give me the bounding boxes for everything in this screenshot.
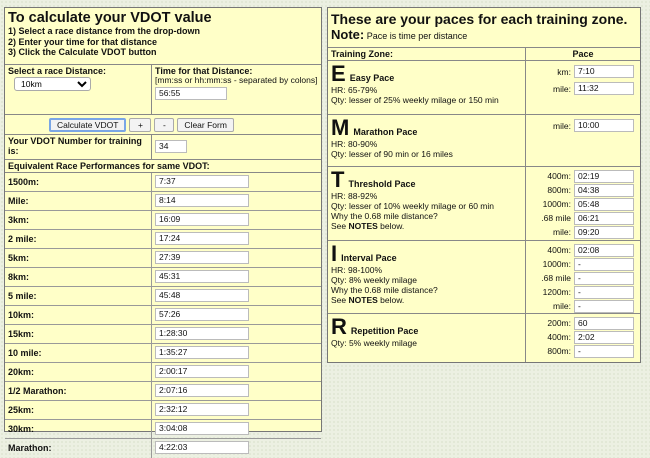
pace-value[interactable]: 7:10 [574, 65, 634, 78]
zone-detail: HR: 88-92% [331, 191, 378, 201]
zone-letter: I [331, 241, 338, 266]
pace-label: .68 mile [541, 273, 571, 283]
calculator-header [5, 8, 321, 65]
pace-value[interactable]: 05:48 [574, 198, 634, 211]
zone-name: Repetition Pace [350, 326, 419, 336]
zone-detail: Qty: lesser of 90 min or 16 miles [331, 149, 453, 159]
zone-name: Interval Pace [341, 253, 397, 263]
pace-value[interactable]: 11:32 [574, 82, 634, 95]
pace-value[interactable]: 06:21 [574, 212, 634, 225]
performance-row [5, 401, 321, 420]
performance-row [5, 382, 321, 401]
zone-letter: R [331, 314, 347, 339]
vdot-calculator-panel [4, 7, 322, 453]
performance-label: 20km: [5, 363, 152, 381]
performance-time[interactable]: 17:24 [155, 232, 249, 245]
race-distance-label: Select a race Distance: [8, 66, 107, 76]
zone-detail: Why the 0.68 mile distance? [331, 285, 438, 295]
pace-value[interactable]: 04:38 [574, 184, 634, 197]
performance-time[interactable]: 1:35:27 [155, 346, 249, 359]
pace-label: 1000m: [542, 259, 571, 269]
training-zone-column-header: Training Zone: [328, 48, 526, 60]
performance-label: 2 mile: [5, 230, 152, 248]
performance-label: 5km: [5, 249, 152, 267]
calculator-title: To calculate your VDOT value [8, 10, 212, 26]
training-paces-panel [327, 7, 641, 363]
calculate-vdot-button[interactable]: Calculate VDOT [49, 118, 126, 132]
zone-detail: Qty: lesser of 10% weekly milage or 60 min [331, 201, 494, 211]
performance-label: 1500m: [5, 173, 152, 191]
race-distance-select[interactable] [14, 77, 91, 91]
zone-letter: M [331, 115, 350, 140]
performance-row [5, 268, 321, 287]
performance-label: 10km: [5, 306, 152, 324]
pace-label: 400m: [547, 171, 571, 181]
zone-easy [328, 61, 640, 115]
performance-row [5, 439, 321, 458]
zone-marathon [328, 115, 640, 167]
performance-time[interactable]: 2:00:17 [155, 365, 249, 378]
pace-value[interactable]: 02:19 [574, 170, 634, 183]
pace-label: 400m: [547, 332, 571, 342]
vdot-number-input[interactable]: 34 [155, 140, 187, 153]
performance-row [5, 192, 321, 211]
zone-name: Marathon Pace [353, 127, 418, 137]
performance-time[interactable]: 1:28:30 [155, 327, 249, 340]
performance-label: Mile: [5, 192, 152, 210]
performance-row [5, 420, 321, 439]
pace-value[interactable]: - [574, 286, 634, 299]
zone-name: Threshold Pace [348, 179, 416, 189]
performance-time[interactable]: 45:31 [155, 270, 249, 283]
zone-detail: HR: 65-79% [331, 85, 378, 95]
pace-value[interactable]: 60 [574, 317, 634, 330]
pace-label: .68 mile [541, 213, 571, 223]
pace-value[interactable]: - [574, 258, 634, 271]
vdot-number-label: Your VDOT Number for training is: [5, 135, 152, 159]
race-time-label: Time for that Distance: [155, 66, 253, 76]
pace-label: 200m: [547, 318, 571, 328]
vdot-plus-button[interactable]: + [129, 118, 151, 132]
performance-time[interactable]: 7:37 [155, 175, 249, 188]
performance-row [5, 211, 321, 230]
zone-detail: Why the 0.68 mile distance? [331, 211, 438, 221]
zone-threshold [328, 167, 640, 241]
performance-label: Marathon: [5, 439, 152, 458]
pace-value[interactable]: 02:08 [574, 244, 634, 257]
pace-label: 1000m: [542, 199, 571, 209]
performance-row [5, 287, 321, 306]
race-time-hint: [mm:ss or hh:mm:ss - separated by colons] [155, 75, 318, 85]
notes-link: NOTES [348, 295, 378, 305]
pace-label: km: [557, 66, 571, 77]
performance-label: 25km: [5, 401, 152, 419]
performance-label: 30km: [5, 420, 152, 438]
clear-form-button[interactable]: Clear Form [177, 118, 234, 132]
pace-value[interactable]: - [574, 272, 634, 285]
pace-label: 1200m: [542, 287, 571, 297]
performance-time[interactable]: 8:14 [155, 194, 249, 207]
see-text: See [331, 221, 347, 231]
performance-label: 10 mile: [5, 344, 152, 362]
vdot-minus-button[interactable]: - [154, 118, 174, 132]
performance-row [5, 325, 321, 344]
performance-row [5, 344, 321, 363]
pace-column-header: Pace [572, 49, 594, 59]
performance-time[interactable]: 2:07:16 [155, 384, 249, 397]
pace-value[interactable]: - [574, 345, 634, 358]
instruction-step-3: 3) Click the Calculate VDOT button [8, 47, 157, 57]
performance-label: 5 mile: [5, 287, 152, 305]
performance-row [5, 306, 321, 325]
performance-label: 15km: [5, 325, 152, 343]
zone-detail: Qty: lesser of 25% weekly milage or 150 min [331, 95, 499, 105]
paces-header [328, 8, 640, 48]
instruction-step-2: 2) Enter your time for that distance [8, 36, 158, 47]
performance-row [5, 230, 321, 249]
performance-time[interactable]: 45:48 [155, 289, 249, 302]
pace-label: mile: [553, 83, 571, 94]
zone-letter: T [331, 167, 345, 192]
note-label: Note: [331, 27, 365, 42]
zone-repetition [328, 314, 640, 362]
equivalent-performances-header: Equivalent Race Performances for same VDOT: [5, 160, 321, 173]
performance-time[interactable]: 57:26 [155, 308, 249, 321]
performance-time[interactable]: 2:32:12 [155, 403, 249, 416]
below-text: below. [380, 221, 405, 231]
pace-value[interactable]: 2:02 [574, 331, 634, 344]
pace-label: 800m: [547, 185, 571, 195]
performance-label: 8km: [5, 268, 152, 286]
performance-time[interactable]: 16:09 [155, 213, 249, 226]
zone-detail: HR: 80-90% [331, 139, 378, 149]
note-text: Pace is time per distance [366, 31, 468, 41]
performance-label: 3km: [5, 211, 152, 229]
race-time-input[interactable]: 56:55 [155, 87, 227, 100]
calculator-buttons [5, 115, 321, 135]
see-text: See [331, 295, 347, 305]
pace-label: 400m: [547, 245, 571, 255]
pace-label: mile: [553, 120, 571, 131]
performance-time[interactable]: 4:22:03 [155, 441, 249, 454]
performance-label: 1/2 Marathon: [5, 382, 152, 400]
zone-detail: HR: 98-100% [331, 265, 383, 275]
pace-label: mile: [553, 227, 571, 237]
instruction-step-1: 1) Select a race distance from the drop-down [8, 26, 201, 36]
performance-row [5, 363, 321, 382]
zone-detail: Qty: 8% weekly milage [331, 275, 417, 285]
zone-detail: Qty: 5% weekly milage [331, 338, 417, 348]
paces-title: These are your paces for each training zone. [331, 11, 628, 27]
pace-label: mile: [553, 301, 571, 311]
equivalent-performances-list [5, 173, 321, 458]
notes-link: NOTES [348, 221, 378, 231]
zone-name: Easy Pace [349, 73, 395, 83]
performance-time[interactable]: 3:04:08 [155, 422, 249, 435]
zone-letter: E [331, 61, 346, 86]
performance-row [5, 173, 321, 192]
pace-value[interactable]: 09:20 [574, 226, 634, 239]
pace-value[interactable]: 10:00 [574, 119, 634, 132]
zone-interval [328, 241, 640, 314]
below-text: below. [380, 295, 405, 305]
performance-time[interactable]: 27:39 [155, 251, 249, 264]
pace-label: 800m: [547, 346, 571, 356]
pace-value[interactable]: - [574, 300, 634, 313]
performance-row [5, 249, 321, 268]
